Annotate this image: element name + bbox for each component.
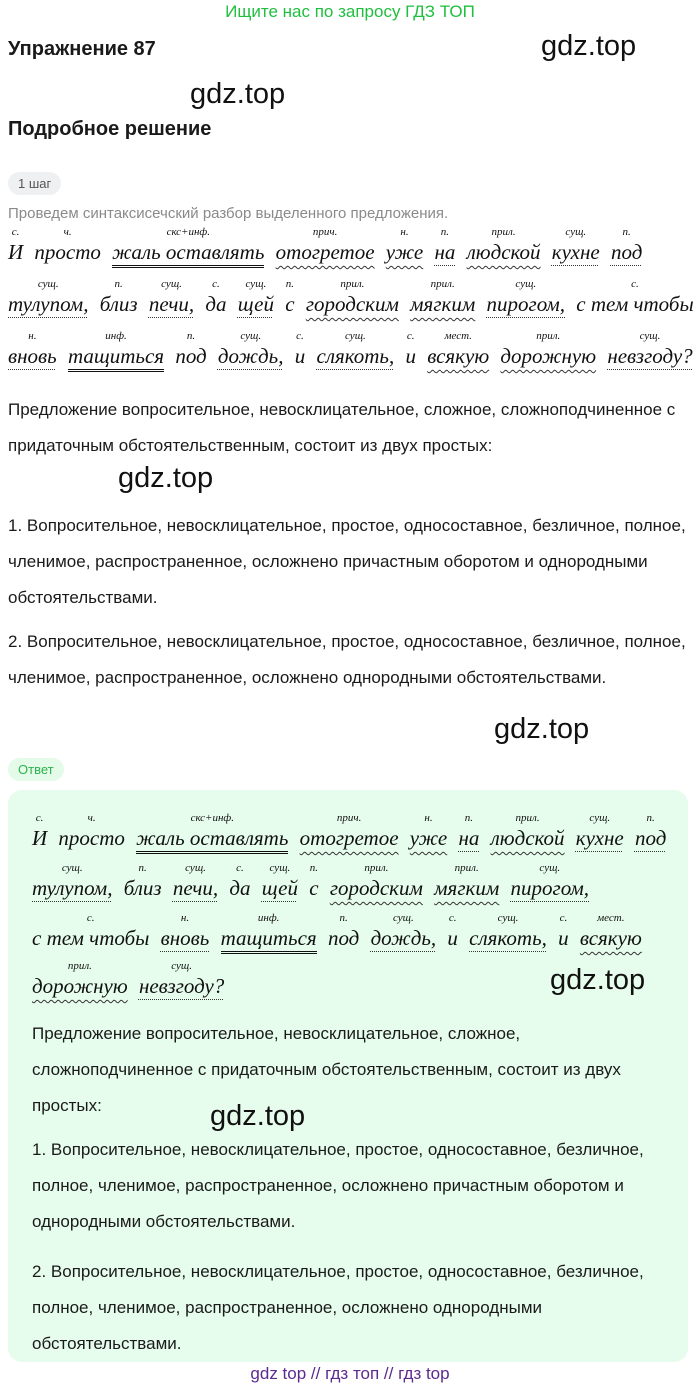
parse-word: п. близ	[99, 278, 138, 316]
parse-word: п. с	[285, 278, 295, 316]
parse-word: с. И	[32, 812, 48, 850]
answer-paragraph: 2. Вопросительное, невосклицательное, простое, односоставное, безличное, полное, членимое, распространенное, осложнено однородными обстоятельствами.	[32, 1262, 644, 1353]
parse-word: прил. мягким	[434, 862, 500, 900]
part-of-speech-tag: н.	[400, 226, 409, 238]
part-of-speech-tag: прич.	[336, 812, 362, 824]
parse-word: п. близ	[123, 862, 162, 900]
part-of-speech-tag: сущ.	[639, 330, 661, 342]
part-of-speech-tag: н.	[180, 912, 190, 924]
parse-word: мест. всякую	[427, 330, 490, 368]
part-of-speech-tag: прил.	[340, 278, 365, 290]
parse-word: прил. дорожную	[32, 960, 128, 998]
part-of-speech-tag: сущ.	[37, 278, 59, 290]
parse-word: прич. отогретое	[299, 812, 399, 850]
part-of-speech-tag: сущ.	[392, 912, 414, 924]
part-of-speech-tag: п.	[339, 912, 348, 924]
parse-word: сущ. тулупом,	[8, 278, 89, 316]
part-of-speech-tag: ч.	[87, 812, 96, 824]
parse-word: сущ. печи,	[172, 862, 219, 900]
part-of-speech-tag: мест.	[444, 330, 472, 342]
part-of-speech-tag: с.	[35, 812, 44, 824]
answer-paragraph: 1. Вопросительное, невосклицательное, простое, односоставное, безличное, полное, членимое, распространенное, осложнено причастным оборотом и однородными обстоятельствами.	[32, 1140, 644, 1231]
part-of-speech-tag: прил.	[515, 812, 540, 824]
parse-word: п. с	[309, 862, 319, 900]
parse-word: сущ. кухне	[551, 226, 600, 264]
parse-word: прил. городским	[329, 862, 423, 900]
parse-word: прич. отогретое	[275, 226, 375, 264]
parse-word: п. на	[434, 226, 456, 264]
watermark: gdz.top	[210, 1100, 306, 1132]
watermark: gdz.top	[118, 462, 214, 494]
part-of-speech-tag: с.	[406, 330, 415, 342]
parse-word: с. с тем чтобы	[576, 278, 694, 316]
part-of-speech-tag: п.	[309, 862, 319, 874]
part-of-speech-tag: инф.	[105, 330, 127, 342]
parse-word: сущ. невзгоду?	[607, 330, 693, 368]
parse-word: с. с тем чтобы	[32, 912, 150, 950]
footer-links: gdz top // гдз топ // гдз top	[250, 1364, 450, 1383]
parse-word: инф. тащиться	[68, 344, 164, 372]
watermark: gdz.top	[541, 30, 637, 62]
part-of-speech-tag: п.	[646, 812, 655, 824]
part-of-speech-tag: н.	[424, 812, 433, 824]
part-of-speech-tag: сущ.	[269, 862, 291, 874]
parse-word: сущ. невзгоду?	[138, 960, 225, 998]
parse-word: сущ. пирогом,	[486, 278, 566, 316]
parse-word: прил. дорожную	[500, 330, 597, 368]
part-of-speech-tag: с.	[11, 226, 20, 238]
part-of-speech-tag: сущ.	[565, 226, 587, 238]
part-of-speech-tag: прил.	[536, 330, 561, 342]
part-of-speech-tag: п.	[440, 226, 450, 238]
part-of-speech-tag: сущ.	[185, 862, 206, 874]
parse-word: сущ. слякоть,	[469, 912, 547, 950]
solution-heading: Подробное решение	[8, 118, 212, 140]
part-of-speech-tag: п.	[186, 330, 196, 342]
parse-word: сущ. печи,	[148, 278, 195, 316]
parse-word: с. да	[229, 862, 251, 900]
part-of-speech-tag: п.	[285, 278, 295, 290]
parse-word: сущ. дождь,	[217, 330, 284, 368]
watermark: gdz.top	[190, 78, 286, 110]
parse-word: сущ. кухне	[575, 812, 624, 850]
part-of-speech-tag: п.	[464, 812, 474, 824]
parse-word: с. и	[294, 330, 306, 368]
parse-word: н. вновь	[8, 330, 57, 368]
part-of-speech-tag: прил.	[454, 862, 479, 874]
parse-word: прил. людской	[466, 226, 541, 264]
part-of-speech-tag: прич.	[312, 226, 338, 238]
solution-paragraph: 2. Вопросительное, невосклицательное, простое, односоставное, безличное, полное, членимое, распространенное, осложнено однородными обстоятельствами.	[8, 632, 686, 687]
part-of-speech-tag: сущ.	[497, 912, 519, 924]
answer-box	[8, 790, 688, 1362]
parse-word: сущ. слякоть,	[316, 330, 395, 368]
solution-paragraph: 1. Вопросительное, невосклицательное, простое, односоставное, безличное, полное, членимое, распространенное, осложнено причастным оборотом и однородными обстоятельствами.	[8, 516, 686, 607]
parse-word: с. и	[558, 912, 569, 950]
parse-word: скс+инф. жаль оставлять	[112, 240, 264, 268]
parse-word: сущ. щей	[261, 862, 298, 900]
part-of-speech-tag: сущ.	[515, 278, 537, 290]
part-of-speech-tag: с.	[559, 912, 568, 924]
part-of-speech-tag: прил.	[430, 278, 455, 290]
part-of-speech-tag: п.	[114, 278, 123, 290]
parse-word: прил. городским	[305, 278, 399, 316]
intro-text: Проведем синтаксисечский разбор выделенного предложения.	[8, 205, 449, 222]
part-of-speech-tag: скс+инф.	[190, 812, 234, 824]
part-of-speech-tag: н.	[28, 330, 37, 342]
watermark: gdz.top	[494, 713, 590, 745]
parse-word: инф. тащиться	[221, 926, 317, 954]
answer-paragraph: Предложение вопросительное, невосклицательное, сложное, сложноподчиненное с придаточным обстоятельственным, состоит из двух простых:	[32, 1024, 621, 1115]
part-of-speech-tag: п.	[138, 862, 147, 874]
solution-paragraph: Предложение вопросительное, невосклицательное, сложное, сложноподчиненное с придаточным обстоятельственным, состоит из двух простых:	[8, 400, 676, 455]
parse-word: н. уже	[385, 226, 424, 264]
parse-word: н. вновь	[160, 912, 210, 950]
part-of-speech-tag: с.	[86, 912, 95, 924]
part-of-speech-tag: инф.	[257, 912, 280, 924]
top-banner: Ищите нас по запросу ГДЗ ТОП	[225, 2, 475, 21]
part-of-speech-tag: с.	[631, 278, 639, 290]
part-of-speech-tag: сущ.	[245, 278, 267, 290]
parse-word: ч. просто	[58, 812, 125, 850]
part-of-speech-tag: прил.	[364, 862, 389, 874]
part-of-speech-tag: с.	[296, 330, 304, 342]
part-of-speech-tag: сущ.	[539, 862, 561, 874]
part-of-speech-tag: сущ.	[240, 330, 262, 342]
parse-word: сущ. пирогом,	[510, 862, 590, 900]
parse-word: мест. всякую	[579, 912, 642, 950]
parse-word: с. и	[405, 330, 416, 368]
parse-word: н. уже	[409, 812, 448, 850]
part-of-speech-tag: скс+инф.	[166, 226, 210, 238]
step-badge: 1 шаг	[8, 172, 61, 195]
watermark: gdz.top	[550, 964, 646, 996]
parse-word: прил. людской	[490, 812, 565, 850]
parse-word: п. под	[327, 912, 360, 950]
parse-word: скс+инф. жаль оставлять	[136, 826, 288, 854]
page-title: Упражнение 87	[8, 38, 156, 60]
part-of-speech-tag: мест.	[597, 912, 625, 924]
part-of-speech-tag: сущ.	[589, 812, 611, 824]
part-of-speech-tag: с.	[212, 278, 220, 290]
part-of-speech-tag: сущ.	[61, 862, 83, 874]
parse-word: прил. мягким	[410, 278, 476, 316]
part-of-speech-tag: п.	[622, 226, 631, 238]
part-of-speech-tag: сущ.	[345, 330, 366, 342]
part-of-speech-tag: прил.	[67, 960, 92, 972]
parse-word: сущ. дождь,	[370, 912, 437, 950]
parse-word: п. на	[458, 812, 480, 850]
answer-badge: Ответ	[8, 758, 64, 781]
part-of-speech-tag: сущ.	[161, 278, 182, 290]
parse-word: п. под	[175, 330, 207, 368]
part-of-speech-tag: с.	[448, 912, 457, 924]
parse-word: сущ. тулупом,	[32, 862, 113, 900]
parse-word: с. и	[447, 912, 458, 950]
part-of-speech-tag: сущ.	[171, 960, 192, 972]
parse-word: с. да	[205, 278, 227, 316]
part-of-speech-tag: прил.	[491, 226, 516, 238]
part-of-speech-tag: с.	[236, 862, 244, 874]
parse-word: ч. просто	[34, 226, 101, 264]
parse-word: с. И	[8, 226, 24, 264]
part-of-speech-tag: ч.	[63, 226, 72, 238]
parse-word: п. под	[610, 226, 643, 264]
parse-word: п. под	[634, 812, 667, 850]
parse-word: сущ. щей	[237, 278, 274, 316]
